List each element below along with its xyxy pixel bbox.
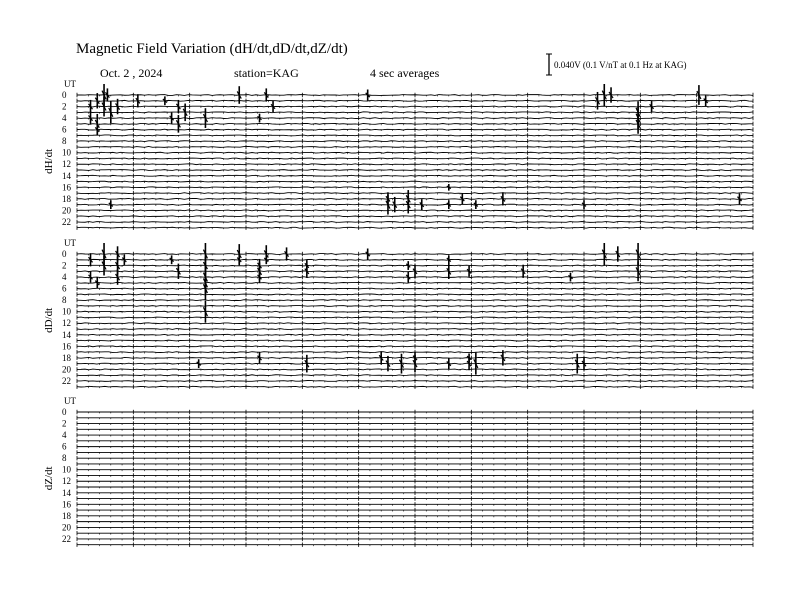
row-label: 2 [62,260,67,271]
scale-label: 0.040V (0.1 V/nT at 0.1 Hz at KAG) [554,60,687,70]
row-label: 6 [62,283,67,294]
row-label: 10 [62,147,71,158]
panel-dddt [43,238,753,389]
panel-dhdt [43,79,753,230]
panel-label: dD/dt [43,307,55,333]
ut-label: UT [64,79,76,89]
row-label: 6 [62,441,67,452]
row-label: 0 [62,90,67,100]
ut-label: UT [64,396,76,406]
row-label: 10 [62,464,71,475]
row-label: 22 [62,216,71,227]
row-label: 8 [62,136,67,147]
panel-label: dH/dt [43,148,55,174]
row-label: 20 [62,522,71,533]
panel-label: dZ/dt [43,466,55,491]
row-label: 4 [62,113,67,124]
row-label: 4 [62,430,67,441]
panel-dzdt [43,396,753,547]
date-label: Oct. 2 , 2024 [100,66,163,80]
row-label: 0 [62,249,67,259]
row-label: 12 [62,159,71,170]
row-label: 22 [62,533,71,544]
station-label: station=KAG [234,66,299,80]
row-label: 8 [62,453,67,464]
row-label: 20 [62,205,71,216]
row-label: 14 [62,329,71,340]
row-label: 18 [62,193,71,204]
row-label: 4 [62,272,67,283]
row-label: 16 [62,182,71,193]
row-label: 20 [62,364,71,375]
row-label: 12 [62,318,71,329]
row-label: 18 [62,352,71,363]
row-label: 14 [62,487,71,498]
row-label: 16 [62,499,71,510]
averaging-label: 4 sec averages [370,66,440,80]
row-label: 12 [62,476,71,487]
row-label: 6 [62,124,67,135]
row-label: 2 [62,101,67,112]
scale-bar [546,54,687,75]
row-label: 16 [62,341,71,352]
row-label: 14 [62,170,71,181]
row-label: 0 [62,407,67,417]
row-label: 22 [62,375,71,386]
row-label: 18 [62,510,71,521]
row-label: 10 [62,306,71,317]
row-label: 2 [62,418,67,429]
chart-title: Magnetic Field Variation (dH/dt,dD/dt,dZ/dt) [76,41,348,57]
row-label: 8 [62,295,67,306]
ut-label: UT [64,238,76,248]
